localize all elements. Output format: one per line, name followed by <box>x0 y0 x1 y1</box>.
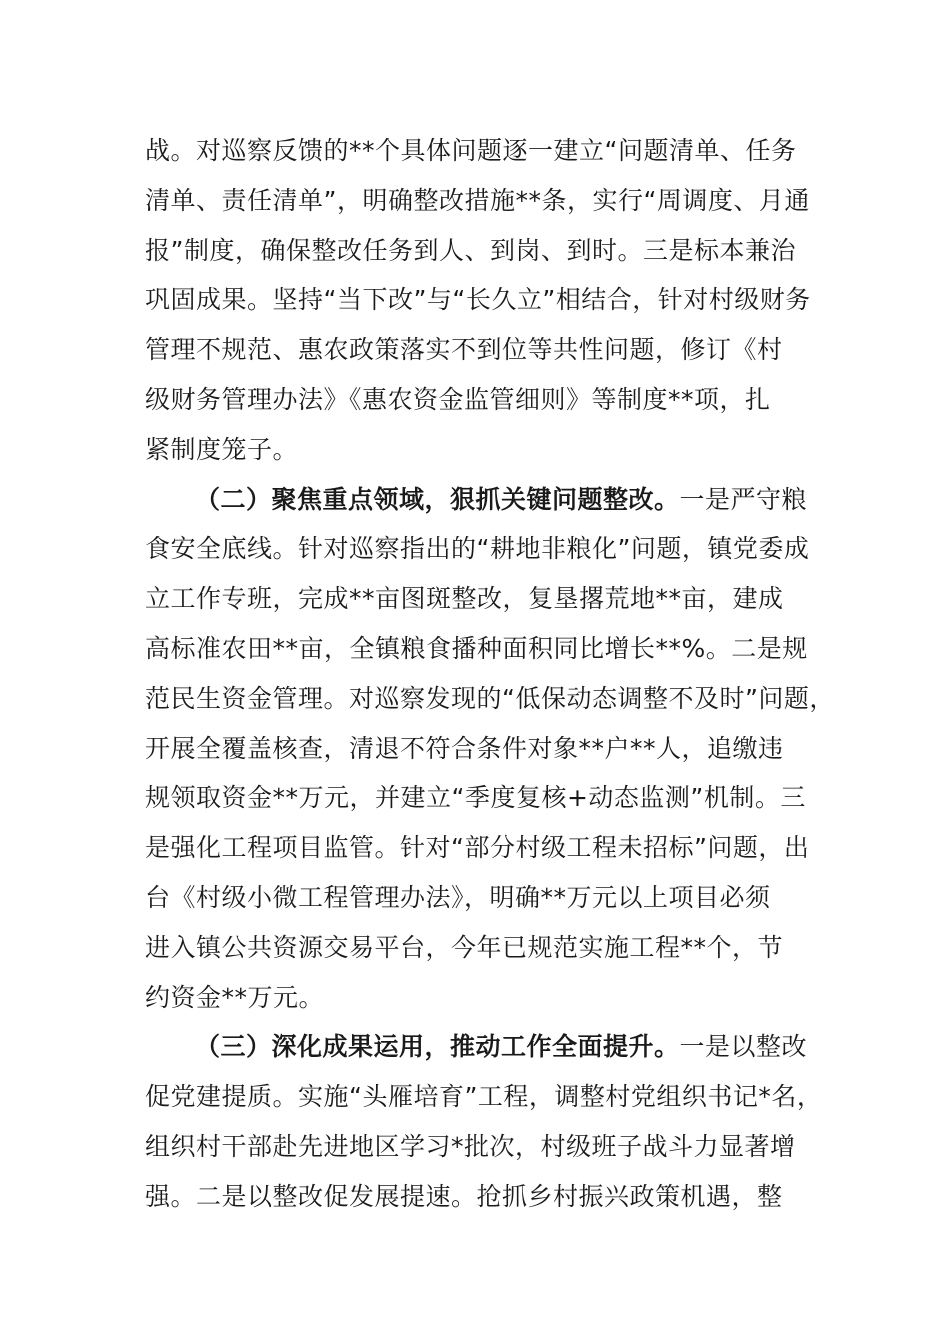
paragraph-line: 促党建提质。实施“头雁培育”工程，调整村党组织书记*名， <box>145 1082 823 1112</box>
paragraph-line: 规领取资金**万元，并建立“季度复核+动态监测”机制。三 <box>145 783 806 813</box>
paragraph-line: 是强化工程项目监管。针对“部分村级工程未招标”问题，出 <box>145 833 810 863</box>
paragraph-line: 强。二是以整改促发展提速。抢抓乡村振兴政策机遇，整 <box>145 1181 783 1211</box>
paragraph-line: 级财务管理办法》《惠农资金监管细则》等制度**项，扎 <box>145 384 771 414</box>
paragraph-line: 高标准农田**亩，全镇粮食播种面积同比增长**%。二是规 <box>145 633 808 663</box>
section-2-first-line <box>145 475 825 525</box>
document-body <box>145 126 835 1222</box>
section-2-heading: （二）聚焦重点领域，狠抓关键问题整改。 <box>195 484 680 514</box>
paragraph-line: 巩固成果。坚持“当下改”与“长久立”相结合，针对村级财务 <box>145 285 811 315</box>
paragraph-line: 清单、责任清单”，明确整改措施**条，实行“周调度、月通 <box>145 185 810 215</box>
paragraph-line: 报”制度，确保整改任务到人、到岗、到时。三是标本兼治 <box>145 235 796 265</box>
paragraph-line: 立工作专班，完成**亩图斑整改，复垦撂荒地**亩，建成 <box>145 584 784 614</box>
section-2-first-line-text: 一是严守粮 <box>679 484 808 514</box>
paragraph-line: 台《村级小微工程管理办法》，明确**万元以上项目必须 <box>145 882 771 912</box>
paragraph-line: 约资金**万元。 <box>145 982 325 1012</box>
paragraph-line: 进入镇公共资源交易平台，今年已规范实施工程**个，节 <box>145 932 784 962</box>
paragraph-line: 食安全底线。针对巡察指出的“耕地非粮化”问题，镇党委成 <box>145 534 810 564</box>
paragraph-line: 紧制度笼子。 <box>145 434 299 464</box>
section-3-first-line <box>145 1022 825 1072</box>
section-3-first-line-text: 一是以整改 <box>679 1032 808 1062</box>
section-3-heading: （三）深化成果运用，推动工作全面提升。 <box>195 1032 680 1062</box>
paragraph-line: 管理不规范、惠农政策落实不到位等共性问题，修订《村 <box>145 335 783 365</box>
paragraph-line: 组织村干部赴先进地区学习*批次，村级班子战斗力显著增 <box>145 1131 796 1161</box>
paragraph-line: 开展全覆盖核查，清退不符合条件对象**户**人，追缴违 <box>145 733 784 763</box>
paragraph-line: 范民生资金管理。对巡察发现的“低保动态调整不及时”问题， <box>145 683 835 713</box>
paragraph-line: 战。对巡察反馈的**个具体问题逐一建立“问题清单、任务 <box>145 136 797 165</box>
